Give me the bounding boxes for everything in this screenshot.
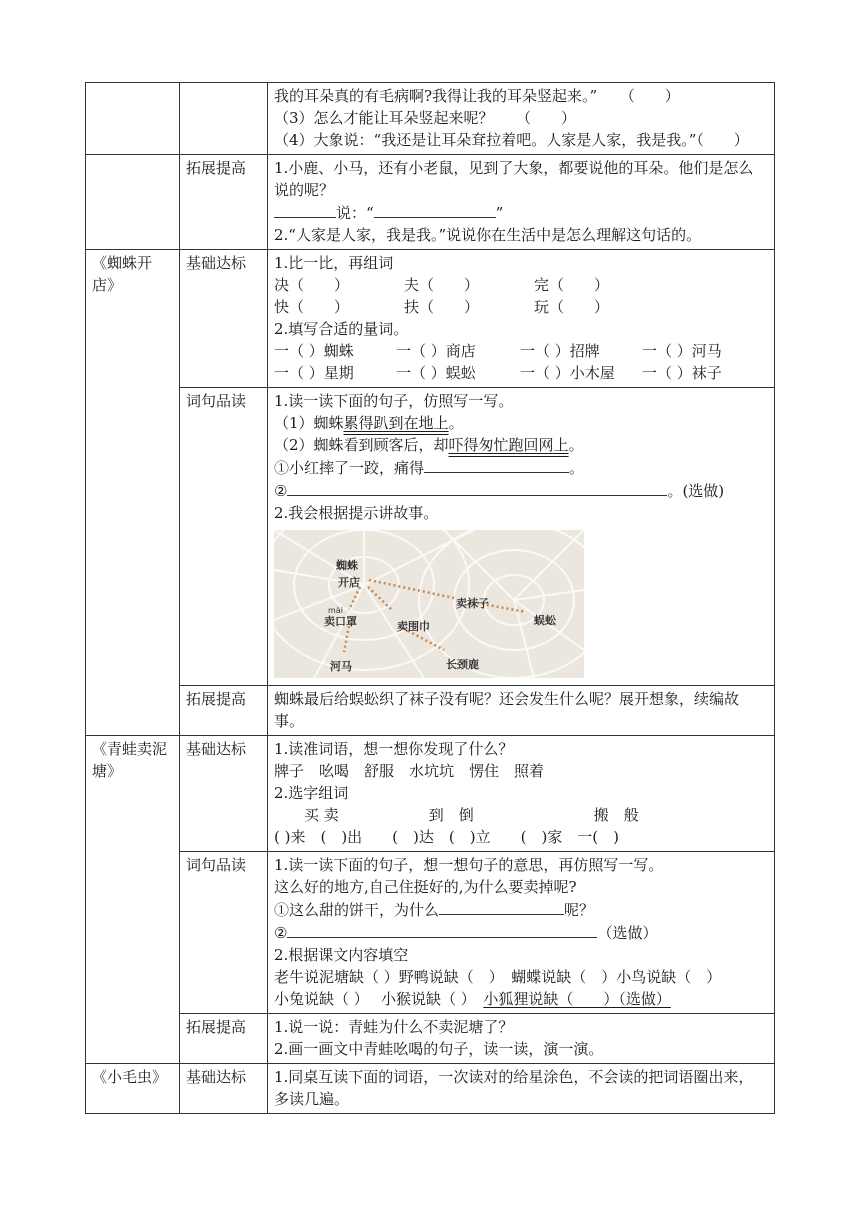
table-row [86, 686, 775, 736]
compare-row [274, 296, 768, 318]
category-cell: 拓展提高 [180, 155, 268, 250]
write-suffix: 。 [569, 459, 585, 477]
image-label-scarf: 卖围巾 [397, 620, 430, 633]
fill-text: 小兔说缺（ ） 小猴说缺（ ） [274, 990, 484, 1008]
write-line [274, 479, 768, 502]
question-line: 2.画一画文中青蛙吆喝的句子，读一读，演一演。 [274, 1040, 604, 1058]
table-row [86, 1064, 775, 1114]
table-row [86, 736, 775, 852]
measure-item: 一（ ）蜘蛛 [274, 342, 354, 360]
sentence-text: 。 [448, 414, 464, 432]
table-row [86, 250, 775, 388]
write-line [274, 921, 768, 944]
answer-blank[interactable] [424, 456, 569, 473]
category-cell: 基础达标 [180, 736, 268, 852]
table-row [86, 388, 775, 686]
write-prompt: ② [274, 482, 288, 500]
question-line: 2.我会根据提示讲故事。 [274, 504, 439, 522]
lesson-cell [86, 83, 180, 155]
underlined-phrase: 小狐狸说缺（ ）（选做） [483, 990, 671, 1008]
lesson-cell [86, 155, 180, 250]
question-line: 2.根据课文内容填空 [274, 946, 409, 964]
question-line: 1.比一比，再组词 [274, 254, 394, 272]
category-cell: 基础达标 [180, 250, 268, 388]
quote-close: ” [495, 204, 504, 222]
image-label-spider: 蜘蛛 [336, 559, 358, 572]
question-line: 2.“人家是人家，我是我。”说说你在生活中是怎么理解这句话的。 [274, 226, 702, 244]
content-cell [268, 250, 775, 388]
table-row [86, 852, 775, 1014]
measure-row [274, 362, 768, 384]
image-label-open-shop: 开店 [338, 576, 360, 589]
write-suffix: （选做） [597, 924, 658, 942]
question-line: 1.读一读下面的句子，想一想句子的意思，再仿照写一写。 [274, 856, 664, 874]
fill-line: 老牛说泥塘缺（ ）野鸭说缺（ ） 蝴蝶说缺（ ）小鸟说缺（ ） [274, 968, 722, 986]
table-row [86, 83, 775, 155]
write-prompt: ①小红摔了一跤，痛得 [274, 459, 425, 477]
sentence-text: （1）蜘蛛 [274, 414, 344, 432]
write-prompt: ①这么甜的饼干，为什么 [274, 901, 440, 919]
sentence-text: 。 [568, 436, 584, 454]
lesson-title: 《蜘蛛开店》 [86, 250, 180, 736]
content-cell [268, 155, 775, 250]
question-line: 1.说一说：青蛙为什么不卖泥塘了？ [274, 1018, 514, 1036]
compare-item: 决（ ） [274, 276, 350, 294]
table-row [86, 1014, 775, 1064]
answer-blank[interactable] [374, 201, 496, 218]
question-line: 1.小鹿、小马，还有小老鼠，见到了大象，都要说他的耳朵。他们是怎么说的呢？ [274, 159, 754, 199]
category-cell: 词句品读 [180, 388, 268, 686]
compare-item: 完（ ） [534, 276, 610, 294]
answer-line [274, 201, 768, 224]
category-cell: 拓展提高 [180, 686, 268, 736]
worksheet-table [85, 82, 775, 1114]
compare-row [274, 274, 768, 296]
example-sentence [274, 434, 768, 456]
measure-item: 一（ ）河马 [642, 342, 722, 360]
answer-blank[interactable] [439, 898, 564, 915]
example-sentence: 这么好的地方,自己住挺好的,为什么要卖掉呢? [274, 878, 577, 896]
category-cell: 基础达标 [180, 1064, 268, 1114]
answer-blank[interactable] [287, 921, 597, 938]
question-line: 1.读一读下面的句子，仿照写一写。 [274, 392, 514, 410]
spider-web-icon [274, 530, 584, 678]
measure-item: 一（ ）招牌 [520, 342, 600, 360]
measure-item: 一（ ）商店 [396, 342, 476, 360]
answer-blank[interactable] [274, 201, 336, 218]
content-cell: 蜘蛛最后给蜈蚣织了袜子没有呢？还会发生什么呢？展开想象，续编故事。 [268, 686, 775, 736]
question-line: （3）怎么才能让耳朵竖起来呢？ （ ） [274, 109, 577, 127]
answer-blank[interactable] [287, 479, 667, 496]
category-cell: 词句品读 [180, 852, 268, 1014]
image-label-socks: 卖袜子 [456, 597, 489, 610]
content-cell [268, 852, 775, 1014]
question-line: （4）大象说：“我还是让耳朵耷拉着吧。人家是人家，我是我。”（ ） [274, 131, 749, 149]
compare-item: 扶（ ） [404, 298, 480, 316]
sentence-text: （2）蜘蛛看到顾客后，却 [274, 436, 449, 454]
content-cell [268, 1014, 775, 1064]
content-cell [268, 388, 775, 686]
write-line [274, 456, 768, 479]
compare-item: 夫（ ） [404, 276, 480, 294]
write-prompt: ② [274, 924, 288, 942]
lesson-title: 《小毛虫》 [86, 1064, 180, 1114]
underlined-phrase: 累得趴到在地上 [343, 414, 449, 432]
char-choices: 买 卖 到 倒 搬 般 [274, 806, 639, 824]
measure-row [274, 340, 768, 362]
image-label-centipede: 蜈蚣 [534, 614, 556, 627]
compare-item: 快（ ） [274, 298, 350, 316]
content-cell [268, 83, 775, 155]
content-cell [268, 736, 775, 852]
story-map-image [274, 530, 584, 678]
example-sentence [274, 412, 768, 434]
question-line: 2.选字组词 [274, 784, 349, 802]
measure-item: 一（ ）袜子 [642, 364, 722, 382]
underlined-phrase: 吓得匆忙跑回网上 [448, 436, 569, 454]
category-cell: 拓展提高 [180, 1014, 268, 1064]
category-cell [180, 83, 268, 155]
question-line: 1.读准词语，想一想你发现了什么？ [274, 740, 514, 758]
fill-line [274, 988, 768, 1010]
lesson-title: 《青蛙卖泥塘》 [86, 736, 180, 1064]
say-label: 说：“ [336, 204, 374, 222]
question-line: 我的耳朵真的有毛病啊?我得让我的耳朵竖起来。” （ ） [274, 87, 680, 105]
write-line [274, 898, 768, 921]
table-row [86, 155, 775, 250]
question-line: 2.填写合适的量词。 [274, 320, 409, 338]
measure-item: 一（ ）小木屋 [520, 364, 615, 382]
image-label-hippo: 河马 [330, 660, 352, 673]
word-blanks: ( )来 ( )出 ( )达 ( )立 ( )家 一( ) [274, 828, 619, 846]
image-label-giraffe: 长颈鹿 [446, 658, 479, 671]
write-suffix: 。(选做) [667, 482, 725, 500]
compare-item: 玩（ ） [534, 298, 610, 316]
word-list: 牌子 吆喝 舒服 水坑坑 愣住 照着 [274, 762, 545, 780]
content-cell: 1.同桌互读下面的词语，一次读对的给星涂色，不会读的把词语圈出来，多读几遍。 [268, 1064, 775, 1114]
image-label-mask: 卖口罩 [324, 615, 357, 628]
measure-item: 一（ ）蜈蚣 [396, 364, 476, 382]
image-label-pinyin: mài [328, 606, 343, 615]
measure-item: 一（ ）星期 [274, 364, 354, 382]
write-suffix: 呢？ [564, 901, 595, 919]
